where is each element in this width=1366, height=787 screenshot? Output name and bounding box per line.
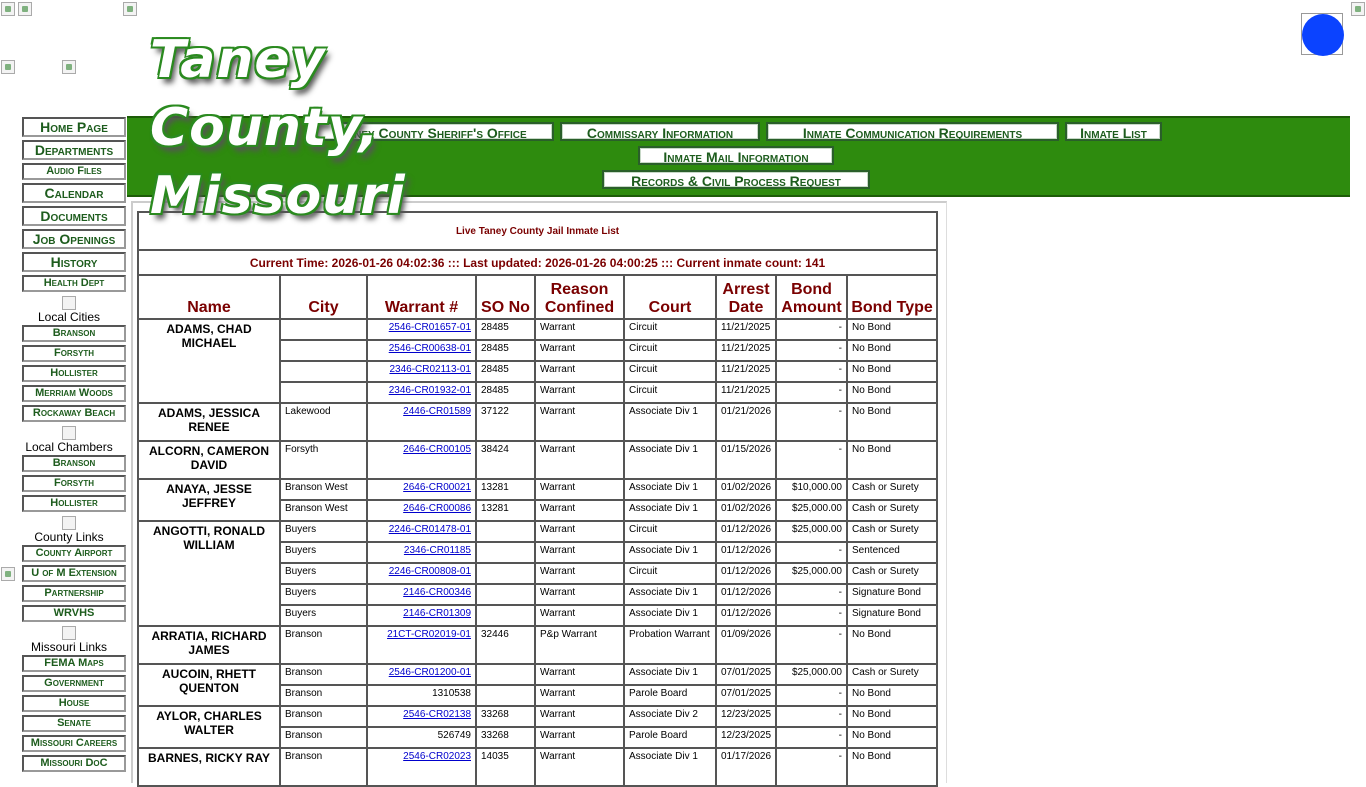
reason-cell: Warrant <box>535 319 624 340</box>
inmate-name-cell: ADAMS, JESSICA RENEE <box>138 403 280 441</box>
nav-inmate-mail[interactable]: Inmate Mail Information <box>638 146 834 165</box>
inmate-name-cell: BARNES, RICKY RAY <box>138 748 280 786</box>
warrant-cell <box>367 563 476 584</box>
reason-cell: Warrant <box>535 748 624 786</box>
sidebar-audio-files[interactable]: Audio Files <box>22 163 126 180</box>
court-cell: Associate Div 1 <box>624 403 716 441</box>
court-cell: Associate Div 1 <box>624 542 716 563</box>
warrant-link[interactable]: 2246-CR01478-01 <box>388 524 471 535</box>
reason-cell: Warrant <box>535 500 624 521</box>
warrant-link[interactable]: 2646-CR00086 <box>403 503 471 514</box>
sidebar-calendar[interactable]: Calendar <box>22 183 126 203</box>
bond-amount-cell: - <box>776 382 847 403</box>
city-cell: Branson West <box>280 500 367 521</box>
logo-coordinates: 36.6436, -93.2172 <box>350 67 448 81</box>
col-header-arrest-date: Arrest Date <box>716 275 776 319</box>
warrant-cell: 526749 <box>367 727 476 748</box>
warrant-link[interactable]: 2546-CR02138 <box>403 709 471 720</box>
broken-image-icon <box>1 60 15 74</box>
warrant-link[interactable]: 2446-CR01589 <box>403 406 471 417</box>
arrest-date-cell: 11/21/2025 <box>716 319 776 340</box>
broken-image-icon <box>1 567 15 581</box>
court-cell: Circuit <box>624 521 716 542</box>
inmate-name-cell: ADAMS, CHAD MICHAEL <box>138 319 280 403</box>
col-header-bond-amount: Bond Amount <box>776 275 847 319</box>
court-cell: Associate Div 1 <box>624 500 716 521</box>
so-no-cell <box>476 542 535 563</box>
city-cell: Buyers <box>280 563 367 584</box>
bond-type-cell: Signature Bond <box>847 605 937 626</box>
court-cell: Associate Div 1 <box>624 441 716 479</box>
so-no-cell: 32446 <box>476 626 535 664</box>
arrest-date-cell: 01/15/2026 <box>716 441 776 479</box>
table-row <box>138 479 937 500</box>
col-header-city: City <box>280 275 367 319</box>
table-row <box>138 706 937 727</box>
col-header-bond-type: Bond Type <box>847 275 937 319</box>
sidebar-job-openings[interactable]: Job Openings <box>22 229 126 249</box>
table-row <box>138 748 937 786</box>
court-cell: Circuit <box>624 319 716 340</box>
city-cell: Buyers <box>280 521 367 542</box>
city-cell: Buyers <box>280 605 367 626</box>
arrest-date-cell: 01/02/2026 <box>716 479 776 500</box>
city-cell: Branson <box>280 748 367 786</box>
warrant-link[interactable]: 2346-CR02113-01 <box>389 364 471 375</box>
bond-amount-cell: - <box>776 605 847 626</box>
reason-cell: Warrant <box>535 382 624 403</box>
bond-type-cell: Cash or Surety <box>847 479 937 500</box>
bond-amount-cell: - <box>776 685 847 706</box>
nav-inmate-list[interactable]: Inmate List <box>1065 122 1162 141</box>
bond-type-cell: No Bond <box>847 319 937 340</box>
bond-amount-cell: $25,000.00 <box>776 500 847 521</box>
sidebar-county-airport[interactable]: County Airport <box>22 545 126 562</box>
arrest-date-cell: 12/23/2025 <box>716 706 776 727</box>
warrant-cell <box>367 584 476 605</box>
table-row <box>138 403 937 441</box>
warrant-cell <box>367 542 476 563</box>
warrant-link[interactable]: 2646-CR00105 <box>403 444 471 455</box>
sidebar-health-dept[interactable]: Health Dept <box>22 275 126 292</box>
reason-cell: Warrant <box>535 542 624 563</box>
reason-cell: Warrant <box>535 605 624 626</box>
arrest-date-cell: 01/02/2026 <box>716 500 776 521</box>
broken-image-icon <box>62 60 76 74</box>
warrant-link[interactable]: 2546-CR00638-01 <box>388 343 471 354</box>
status-line: Current Time: 2026-01-26 04:02:36 ::: Last updated: 2026-01-26 04:00:25 ::: Current inmate count: 141 <box>138 250 937 275</box>
reason-cell: Warrant <box>535 664 624 685</box>
court-cell: Parole Board <box>624 685 716 706</box>
bond-type-cell: Cash or Surety <box>847 521 937 542</box>
reason-cell: P&p Warrant <box>535 626 624 664</box>
bond-type-cell: No Bond <box>847 382 937 403</box>
reason-cell: Warrant <box>535 403 624 441</box>
inmate-table <box>137 211 938 787</box>
warrant-cell <box>367 664 476 685</box>
sidebar-fema-maps[interactable]: FEMA Maps <box>22 655 126 672</box>
warrant-cell <box>367 441 476 479</box>
city-cell: Branson West <box>280 479 367 500</box>
reason-cell: Warrant <box>535 361 624 382</box>
local-chambers-label: Local Chambers <box>25 440 113 454</box>
sidebar-city-rockaway-beach[interactable]: Rockaway Beach <box>22 405 126 422</box>
court-cell: Associate Div 2 <box>624 706 716 727</box>
broken-image-icon <box>62 516 76 530</box>
table-row <box>138 626 937 664</box>
arrest-date-cell: 01/09/2026 <box>716 626 776 664</box>
court-cell: Circuit <box>624 563 716 584</box>
so-no-cell: 28485 <box>476 382 535 403</box>
warrant-link[interactable]: 2146-CR01309 <box>403 608 471 619</box>
inmate-name-cell: ARRATIA, RICHARD JAMES <box>138 626 280 664</box>
bond-amount-cell: $25,000.00 <box>776 664 847 685</box>
so-no-cell <box>476 664 535 685</box>
warrant-link[interactable]: 2646-CR00021 <box>403 482 471 493</box>
sidebar-city-branson[interactable]: Branson <box>22 325 126 342</box>
warrant-link[interactable]: 2346-CR01932-01 <box>388 385 471 396</box>
warrant-cell <box>367 500 476 521</box>
table-row <box>138 664 937 685</box>
city-cell <box>280 361 367 382</box>
bond-amount-cell: - <box>776 361 847 382</box>
so-no-cell: 28485 <box>476 319 535 340</box>
city-cell: Forsyth <box>280 441 367 479</box>
broken-image-icon <box>18 2 32 16</box>
bond-amount-cell: - <box>776 340 847 361</box>
warrant-cell <box>367 319 476 340</box>
warrant-link[interactable]: 2146-CR00346 <box>403 587 471 598</box>
broken-image-icon <box>123 2 137 16</box>
so-no-cell <box>476 685 535 706</box>
bond-type-cell: Cash or Surety <box>847 500 937 521</box>
court-cell: Associate Div 1 <box>624 605 716 626</box>
sidebar-chamber-forsyth[interactable]: Forsyth <box>22 475 126 492</box>
arrest-date-cell: 01/17/2026 <box>716 748 776 786</box>
so-no-cell: 28485 <box>476 361 535 382</box>
city-cell: Branson <box>280 727 367 748</box>
bond-amount-cell: - <box>776 403 847 441</box>
nav-sheriff-office[interactable]: Taney County Sheriff's Office <box>311 122 554 141</box>
col-header-warrant: Warrant # <box>367 275 476 319</box>
court-cell: Circuit <box>624 340 716 361</box>
sidebar-chamber-branson[interactable]: Branson <box>22 455 126 472</box>
sidebar-city-forsyth[interactable]: Forsyth <box>22 345 126 362</box>
sidebar-partnership[interactable]: Partnership <box>22 585 126 602</box>
arrest-date-cell: 07/01/2025 <box>716 685 776 706</box>
sidebar-home-page[interactable]: Home Page <box>22 117 126 137</box>
page-title: Live Taney County Jail Inmate List <box>138 212 937 250</box>
inmate-name-cell: ALCORN, CAMERON DAVID <box>138 441 280 479</box>
so-no-cell <box>476 605 535 626</box>
table-row <box>138 319 937 340</box>
warrant-link[interactable]: 2546-CR01200-01 <box>388 667 471 678</box>
arrest-date-cell: 01/12/2026 <box>716 584 776 605</box>
inmate-name-cell: ANAYA, JESSE JEFFREY <box>138 479 280 521</box>
bond-amount-cell: - <box>776 584 847 605</box>
court-cell: Probation Warrant <box>624 626 716 664</box>
bond-type-cell: Cash or Surety <box>847 563 937 584</box>
so-no-cell: 33268 <box>476 727 535 748</box>
bond-amount-cell: - <box>776 748 847 786</box>
warrant-cell: 1310538 <box>367 685 476 706</box>
bond-amount-cell: $10,000.00 <box>776 479 847 500</box>
site-logo[interactable] <box>150 26 530 230</box>
local-cities-label: Local Cities <box>37 310 101 324</box>
bond-type-cell: No Bond <box>847 727 937 748</box>
city-cell <box>280 319 367 340</box>
sidebar-house[interactable]: House <box>22 695 126 712</box>
warrant-link[interactable]: 2346-CR01185 <box>403 545 471 556</box>
bond-type-cell: No Bond <box>847 361 937 382</box>
court-cell: Associate Div 1 <box>624 664 716 685</box>
col-header-name: Name <box>138 275 280 319</box>
reason-cell: Warrant <box>535 340 624 361</box>
reason-cell: Warrant <box>535 563 624 584</box>
inmate-name-cell: AUCOIN, RHETT QUENTON <box>138 664 280 706</box>
so-no-cell: 13281 <box>476 479 535 500</box>
city-cell: Lakewood <box>280 403 367 441</box>
col-header-court: Court <box>624 275 716 319</box>
bond-amount-cell: $25,000.00 <box>776 521 847 542</box>
nav-commissary[interactable]: Commissary Information <box>560 122 760 141</box>
warrant-cell <box>367 626 476 664</box>
reason-cell: Warrant <box>535 521 624 542</box>
court-cell: Circuit <box>624 361 716 382</box>
city-cell <box>280 340 367 361</box>
inmate-name-cell: ANGOTTI, RONALD WILLIAM <box>138 521 280 626</box>
reason-cell: Warrant <box>535 479 624 500</box>
inmate-name-cell: AYLOR, CHARLES WALTER <box>138 706 280 748</box>
sidebar-documents[interactable]: Documents <box>22 206 126 226</box>
reason-cell: Warrant <box>535 441 624 479</box>
warrant-cell <box>367 382 476 403</box>
warrant-cell <box>367 706 476 727</box>
table-row <box>138 441 937 479</box>
sidebar-history[interactable]: History <box>22 252 126 272</box>
sidebar-city-merriam-woods[interactable]: Merriam Woods <box>22 385 126 402</box>
bond-amount-cell: - <box>776 626 847 664</box>
bond-type-cell: Signature Bond <box>847 584 937 605</box>
so-no-cell: 13281 <box>476 500 535 521</box>
court-cell: Associate Div 1 <box>624 479 716 500</box>
so-no-cell: 28485 <box>476 340 535 361</box>
table-row <box>138 521 937 542</box>
bond-amount-cell: - <box>776 542 847 563</box>
sidebar-departments[interactable]: Departments <box>22 140 126 160</box>
bond-amount-cell: - <box>776 441 847 479</box>
bond-type-cell: No Bond <box>847 626 937 664</box>
court-cell: Associate Div 1 <box>624 584 716 605</box>
warrant-cell <box>367 361 476 382</box>
bond-type-cell: No Bond <box>847 706 937 727</box>
sidebar-senate[interactable]: Senate <box>22 715 126 732</box>
bond-amount-cell: $25,000.00 <box>776 563 847 584</box>
warrant-link[interactable]: 2546-CR01657-01 <box>388 322 471 333</box>
warrant-cell <box>367 748 476 786</box>
court-cell: Circuit <box>624 382 716 403</box>
so-no-cell: 33268 <box>476 706 535 727</box>
bond-type-cell: No Bond <box>847 441 937 479</box>
reason-cell: Warrant <box>535 685 624 706</box>
city-cell: Buyers <box>280 542 367 563</box>
warrant-cell <box>367 479 476 500</box>
city-cell <box>280 382 367 403</box>
court-cell: Associate Div 1 <box>624 748 716 786</box>
logo-line-2: Missouri <box>150 166 406 226</box>
globe-icon[interactable] <box>1301 13 1343 55</box>
reason-cell: Warrant <box>535 706 624 727</box>
warrant-cell <box>367 403 476 441</box>
city-cell: Branson <box>280 706 367 727</box>
court-cell: Parole Board <box>624 727 716 748</box>
so-no-cell <box>476 521 535 542</box>
city-cell: Branson <box>280 685 367 706</box>
col-header-reason: Reason Confined <box>535 275 624 319</box>
arrest-date-cell: 11/21/2025 <box>716 382 776 403</box>
sidebar-city-hollister[interactable]: Hollister <box>22 365 126 382</box>
bond-amount-cell: - <box>776 727 847 748</box>
reason-cell: Warrant <box>535 727 624 748</box>
so-no-cell: 37122 <box>476 403 535 441</box>
broken-image-icon <box>62 296 76 310</box>
bond-type-cell: No Bond <box>847 685 937 706</box>
bond-amount-cell: - <box>776 706 847 727</box>
warrant-link[interactable]: 2546-CR02023 <box>403 751 471 762</box>
sidebar-um-extension[interactable]: U of M Extension <box>22 565 126 582</box>
logo-line-1: Taney County, <box>150 30 380 158</box>
arrest-date-cell: 01/12/2026 <box>716 542 776 563</box>
sidebar-missouri-careers[interactable]: Missouri Careers <box>22 735 126 752</box>
arrest-date-cell: 01/12/2026 <box>716 563 776 584</box>
bond-type-cell: No Bond <box>847 340 937 361</box>
warrant-cell <box>367 521 476 542</box>
so-no-cell: 14035 <box>476 748 535 786</box>
warrant-cell <box>367 605 476 626</box>
city-cell: Buyers <box>280 584 367 605</box>
so-no-cell: 38424 <box>476 441 535 479</box>
arrest-date-cell: 01/12/2026 <box>716 521 776 542</box>
warrant-link[interactable]: 21CT-CR02019-01 <box>387 629 471 640</box>
arrest-date-cell: 11/21/2025 <box>716 361 776 382</box>
arrest-date-cell: 01/21/2026 <box>716 403 776 441</box>
bond-type-cell: Cash or Surety <box>847 664 937 685</box>
arrest-date-cell: 07/01/2025 <box>716 664 776 685</box>
arrest-date-cell: 01/12/2026 <box>716 605 776 626</box>
broken-image-icon <box>1 2 15 16</box>
reason-cell: Warrant <box>535 584 624 605</box>
bond-amount-cell: - <box>776 319 847 340</box>
so-no-cell <box>476 584 535 605</box>
bond-type-cell: No Bond <box>847 748 937 786</box>
warrant-cell <box>367 340 476 361</box>
sidebar-chamber-hollister[interactable]: Hollister <box>22 495 126 512</box>
city-cell: Branson <box>280 664 367 685</box>
sidebar-wrvhs[interactable]: WRVHS <box>22 605 126 622</box>
broken-image-icon <box>62 426 76 440</box>
nav-records-civil[interactable]: Records & Civil Process Request <box>602 170 870 189</box>
city-cell: Branson <box>280 626 367 664</box>
col-header-so-no: SO No <box>476 275 535 319</box>
sidebar-government[interactable]: Government <box>22 675 126 692</box>
broken-image-icon <box>62 626 76 640</box>
county-links-label: County Links <box>34 530 104 544</box>
bond-type-cell: No Bond <box>847 403 937 441</box>
broken-image-icon <box>1351 2 1365 16</box>
nav-inmate-communication[interactable]: Inmate Communication Requirements <box>766 122 1059 141</box>
so-no-cell <box>476 563 535 584</box>
arrest-date-cell: 12/23/2025 <box>716 727 776 748</box>
missouri-links-label: Missouri Links <box>30 640 108 654</box>
warrant-link[interactable]: 2246-CR00808-01 <box>388 566 471 577</box>
arrest-date-cell: 11/21/2025 <box>716 340 776 361</box>
sidebar-missouri-doc[interactable]: Missouri DoC <box>22 755 126 772</box>
bond-type-cell: Sentenced <box>847 542 937 563</box>
